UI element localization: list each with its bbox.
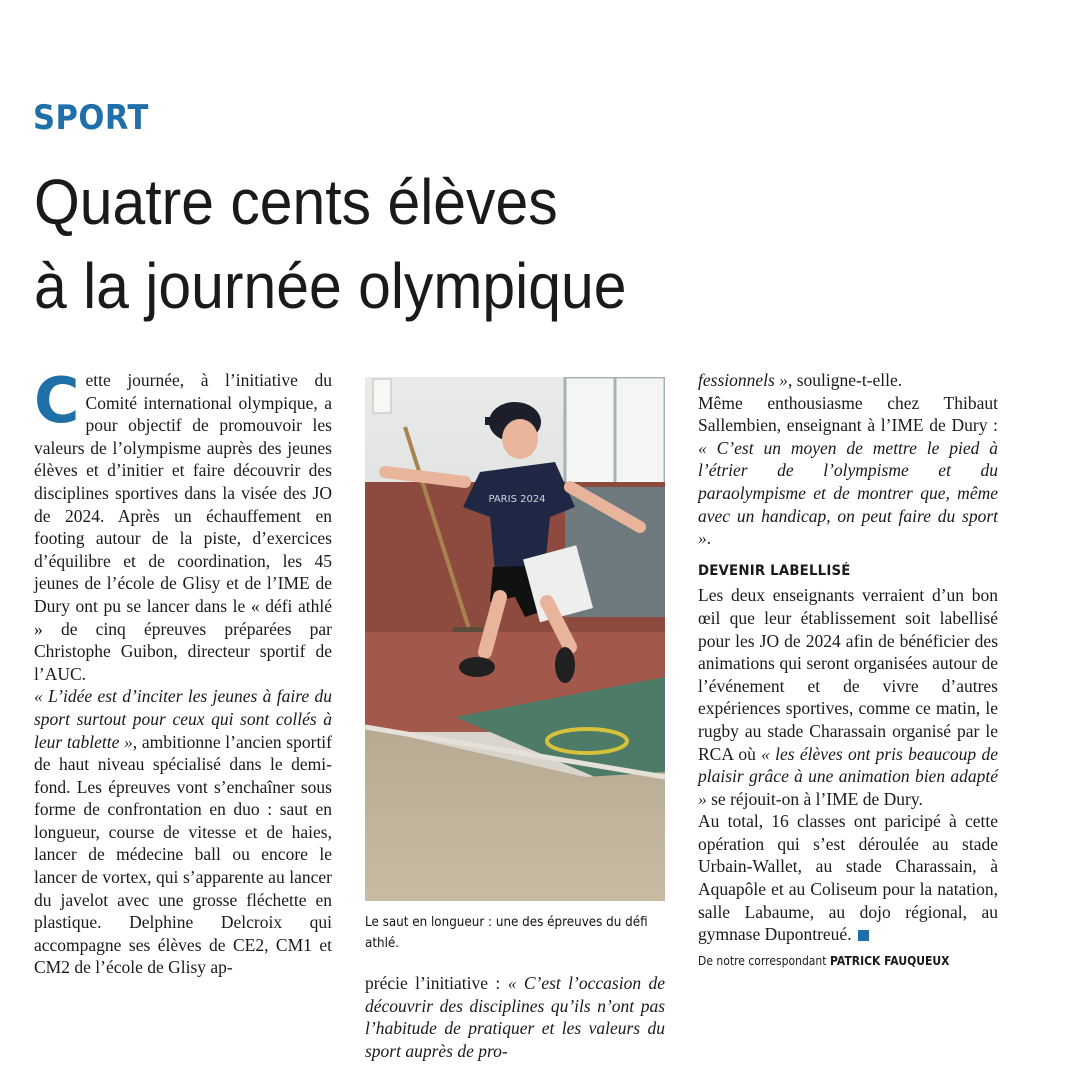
quote-delcroix-end: fessionnels »	[698, 370, 788, 390]
headline	[34, 160, 954, 328]
long-jump-photo	[365, 377, 665, 901]
total-text: Au total, 16 classes ont paricipé à cette opération qui s’est déroulée au stade Urbain-Wallet, au stade Charassain, à Aquapôle et au Coliseum pour la natation, salle Labaume, au dojo régional, au gymnase Dupontreué.	[698, 811, 998, 945]
sallembien-intro: Même enthousiasme chez Thibaut Sallembien, enseignant à l’IME de Dury :	[698, 392, 998, 436]
photo-caption: Le saut en longueur : une des épreuves du défi athlé.	[365, 915, 648, 951]
paragraph-intro	[34, 364, 332, 685]
end-mark-icon	[858, 930, 869, 941]
label-text-end: se réjouit-on à l’IME de Dury.	[706, 788, 923, 809]
byline-prefix: De notre correspondant	[698, 953, 827, 968]
quote-guibon-rest: , ambitionne l’ancien sportif de haut niveau spécialisé dans le demi-fond. Les épreuves vont s’enchaîner sous forme de confrontation en duo : saut en longueur, course de vitesse et de haies, lancer de médecine ball ou encore le lancer de vortex, qui s’apparente au lancer du javelot avec une grosse fléchette en plastique. Delphine Delcroix qui accompagne ses élèves de CE2, CM1 et CM2 de l’école de Glisy ap-	[34, 731, 332, 978]
shirt-print: PARIS 2024	[488, 494, 546, 505]
headline-line-1: Quatre cents élèves	[34, 166, 558, 238]
delcroix-attribution: , souligne-t-elle.	[787, 370, 903, 390]
quote-guibon: « L’idée est d’inciter les jeunes à faire du sport surtout pour ceux qui sont collés à leur tablette »	[34, 686, 332, 752]
label-text: Les deux enseignants verraient d’un bon œil que leur établissement soit labellisé pour les JO de 2024 afin de bénéficier des animations qui seront organisées autour de l’événement et de vivre d’autres expériences sportives, comme ce matin, le rugby au stade Charassain organisé par le RCA où	[698, 585, 998, 764]
quote-sallembien: « C’est un moyen de mettre le pied à l’étrier de l’olympisme et du paraolympisme et de montrer que, même avec un handicap, on peut faire du sport »	[698, 437, 998, 549]
paragraph-total	[698, 810, 998, 946]
article-column-1	[34, 364, 332, 979]
headline-line-2: à la journée olympique	[34, 250, 627, 322]
paragraph-quote	[34, 685, 332, 979]
drop-cap: C	[34, 364, 80, 437]
quote-rca: « les élèves ont pris beaucoup de plaisir grâce à une animation bien adapté »	[698, 743, 998, 809]
sallembien-end: .	[706, 528, 712, 549]
paragraph-label	[698, 584, 998, 810]
article-photo	[365, 377, 665, 901]
section-kicker: SPORT	[33, 98, 149, 138]
intro-text: ette journée, à l’initiative du Comité international olympique, a pour objectif de promouvoir les valeurs de l’olympisme auprès des jeunes élèves et d’initier et faire découvrir des disciplines sportives dans la visée des JO de 2024. Après un échauffement en footing autour de la piste, d’exercices d’équilibre et de coordination, les 45 jeunes de l’école de Glisy et de l’IME de Dury ont pu se lancer dans le « défi athlé » de cinq épreuves préparées par Christophe Guibon, directeur sportif de l’AUC.	[34, 370, 332, 684]
delcroix-intro: précie l’initiative :	[365, 973, 508, 993]
paragraph-delcroix-end	[698, 369, 998, 392]
paragraph-sallembien	[698, 392, 998, 550]
subheading: DEVENIR LABELLISÉ	[698, 562, 851, 579]
byline	[698, 950, 968, 973]
byline-name: PATRICK FAUQUEUX	[829, 953, 950, 968]
article-column-2	[365, 972, 665, 1062]
quote-delcroix: « C’est l’occasion de découvrir des disciplines qu’ils n’ont pas l’habitude de pratiquer et les valeurs du sport auprès de pro-	[365, 973, 665, 1061]
article-column-3	[698, 369, 998, 972]
paragraph-delcroix	[365, 972, 665, 1062]
